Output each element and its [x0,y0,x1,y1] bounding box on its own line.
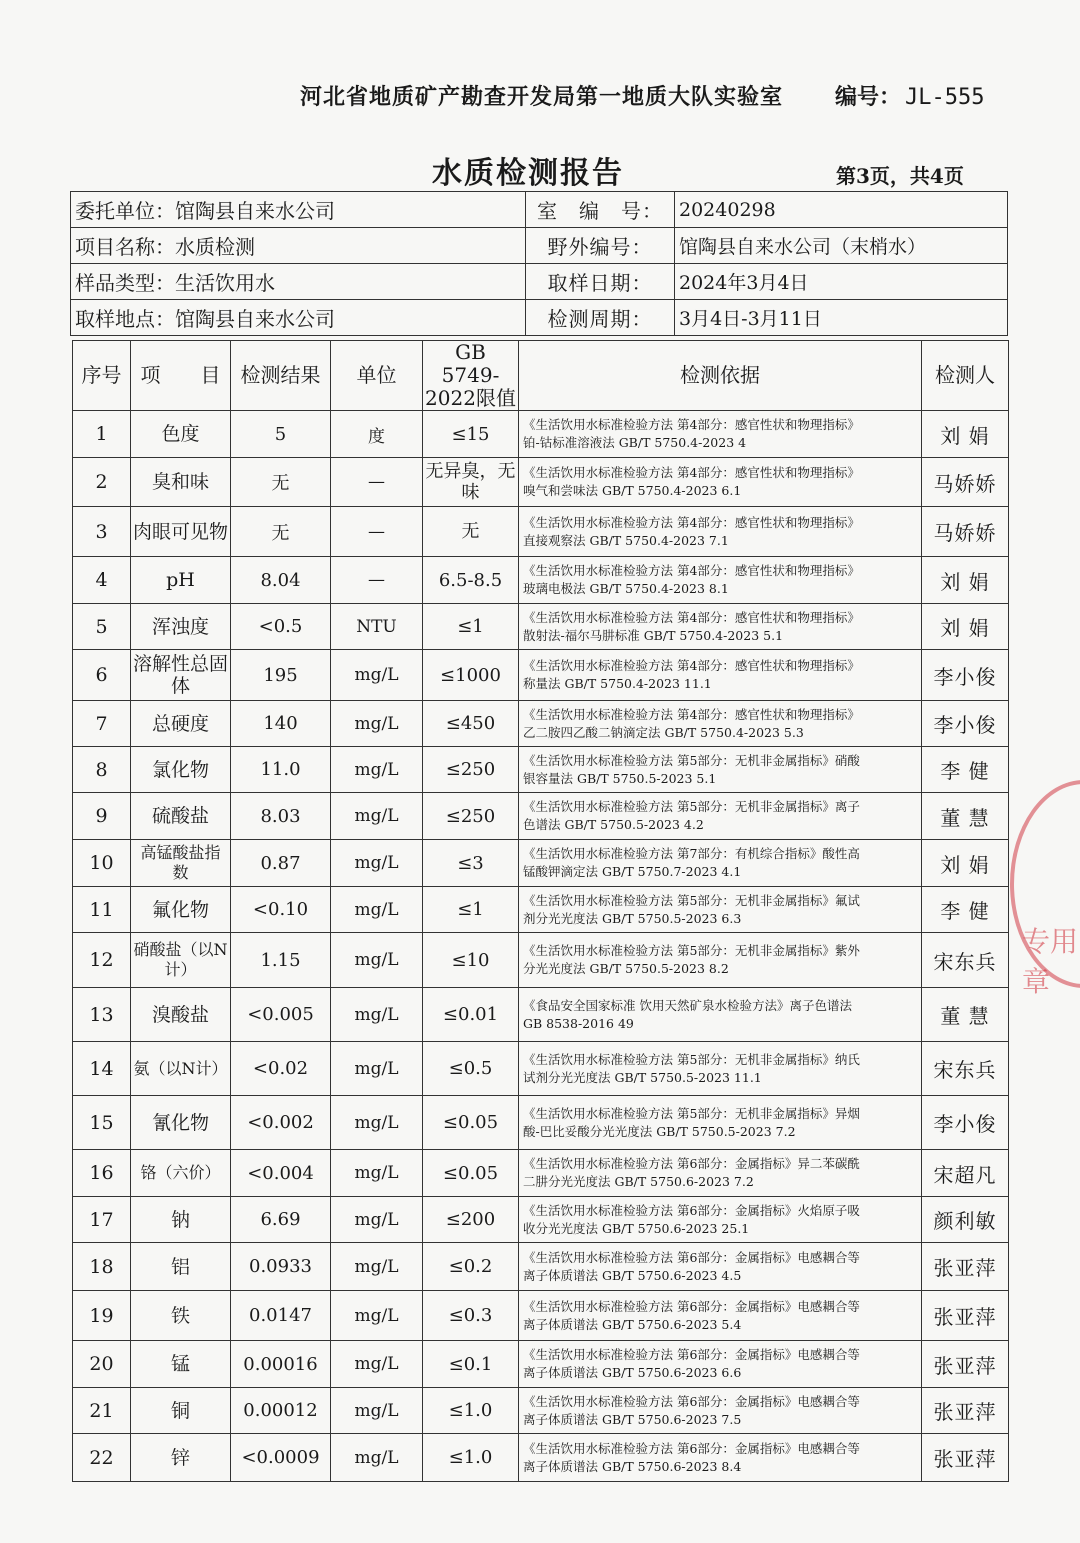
row-basis [519,650,922,701]
row-unit: mg/L [331,747,423,793]
header-unit: 单位 [331,341,423,411]
row-seq: 7 [73,701,131,747]
row-basis [519,604,922,650]
row-item: 总硬度 [131,701,231,747]
info-value-2: 馆陶县自来水公司（末梢水） [675,228,1008,264]
row-basis-line1: 《生活饮用水标准检验方法 第5部分：无机非金属指标》异烟 [523,1105,860,1121]
row-basis-line2: 色谱法 GB/T 5750.5-2023 4.2 [523,817,704,832]
row-item: 铝 [131,1243,231,1291]
info-table [70,191,1008,336]
row-basis-line1: 《生活饮用水标准检验方法 第4部分：感官性状和物理指标》 [523,609,860,625]
row-tester: 刘 娟 [922,411,1009,458]
row-seq: 4 [73,557,131,604]
organization-name: 河北省地质矿产勘查开发局第一地质大队实验室 [300,84,784,110]
row-basis [519,1341,922,1388]
row-basis [519,1096,922,1150]
row-unit: — [331,557,423,604]
row-basis [519,507,922,557]
row-basis [519,1388,922,1434]
row-result: 6.69 [231,1197,331,1243]
info-label-2: 野外编号： [526,228,675,264]
row-seq: 17 [73,1197,131,1243]
row-limit: ≤1.0 [423,1434,519,1482]
info-label-2: 室 编 号： [526,192,675,228]
row-limit: ≤1 [423,604,519,650]
header-item: 项 目 [131,341,231,411]
row-basis-line2: 直接观察法 GB/T 5750.4-2023 7.1 [523,532,729,548]
table-row [73,1291,1009,1341]
row-unit: mg/L [331,1243,423,1291]
table-row [73,1042,1009,1096]
row-limit: 无 [423,507,519,557]
row-unit: 度 [331,411,423,458]
row-seq: 8 [73,747,131,793]
header-limit-line2: 2022限值 [425,386,516,410]
row-limit: ≤0.05 [423,1150,519,1197]
row-basis-line1: 《生活饮用水标准检验方法 第6部分：金属指标》电感耦合等 [523,1347,860,1362]
row-tester: 马娇娇 [922,507,1009,557]
row-basis-line1: 《生活饮用水标准检验方法 第5部分：无机非金属指标》纳氏 [523,1051,860,1067]
row-basis-line1: 《生活饮用水标准检验方法 第5部分：无机非金属指标》紫外 [523,943,860,958]
row-basis-line2: 离子体质谱法 GB/T 5750.6-2023 7.5 [523,1411,742,1427]
row-result: 8.04 [231,557,331,604]
row-basis [519,557,922,604]
row-tester: 张亚萍 [922,1434,1009,1482]
row-item: 硝酸盐（以N计） [131,933,231,988]
row-basis [519,1197,922,1243]
row-unit: mg/L [331,840,423,887]
table-row [73,604,1009,650]
row-seq: 21 [73,1388,131,1434]
table-row [73,933,1009,988]
info-label: 项目名称：水质检测 [71,228,526,264]
header-result: 检测结果 [231,341,331,411]
row-basis-line1: 《生活饮用水标准检验方法 第4部分：感官性状和物理指标》 [523,465,860,480]
row-item: 溴酸盐 [131,988,231,1042]
row-basis-line2: 嗅气和尝味法 GB/T 5750.4-2023 6.1 [523,483,742,498]
row-basis-line2: 铂-钴标准溶液法 GB/T 5750.4-2023 4 [523,435,747,450]
table-row [73,887,1009,933]
row-seq: 20 [73,1341,131,1388]
row-unit: mg/L [331,988,423,1042]
report-number-label: 编号： [835,84,902,110]
table-row [73,1096,1009,1150]
row-limit: ≤0.2 [423,1243,519,1291]
row-basis-line1: 《生活饮用水标准检验方法 第4部分：感官性状和物理指标》 [523,658,860,673]
row-seq: 6 [73,650,131,701]
row-basis [519,1434,922,1482]
row-result: <0.5 [231,604,331,650]
row-basis-line1: 《生活饮用水标准检验方法 第5部分：无机非金属指标》氟试 [523,892,860,908]
info-value-2: 3月4日-3月11日 [675,300,1008,336]
row-item: 锌 [131,1434,231,1482]
info-row [71,264,1008,300]
row-item: 肉眼可见物 [131,507,231,557]
row-basis-line1: 《生活饮用水标准检验方法 第5部分：无机非金属指标》离子 [523,799,860,814]
table-row [73,411,1009,458]
row-limit: ≤3 [423,840,519,887]
row-item: 铬（六价） [131,1150,231,1197]
header-line [0,80,1080,110]
row-item: 硫酸盐 [131,793,231,840]
report-number-value: JL-555 [905,85,985,110]
row-basis-line2: 玻璃电极法 GB/T 5750.4-2023 8.1 [523,581,729,596]
row-basis-line1: 《生活饮用水标准检验方法 第4部分：感官性状和物理指标》 [523,514,860,530]
row-basis-line1: 《生活饮用水标准检验方法 第6部分：金属指标》电感耦合等 [523,1393,860,1409]
row-basis [519,988,922,1042]
row-basis [519,747,922,793]
table-row [73,1150,1009,1197]
table-row [73,988,1009,1042]
row-limit: 无异臭，无味 [423,458,519,507]
row-basis-line1: 《生活饮用水标准检验方法 第6部分：金属指标》火焰原子吸 [523,1202,860,1218]
row-tester: 宋东兵 [922,1042,1009,1096]
row-seq: 18 [73,1243,131,1291]
row-result: 0.00016 [231,1341,331,1388]
row-unit: mg/L [331,1197,423,1243]
row-limit: ≤0.3 [423,1291,519,1341]
row-basis-line1: 《生活饮用水标准检验方法 第6部分：金属指标》电感耦合等 [523,1298,860,1314]
row-unit: mg/L [331,1434,423,1482]
row-basis [519,701,922,747]
row-unit: mg/L [331,1150,423,1197]
row-result: 0.87 [231,840,331,887]
row-basis [519,1150,922,1197]
row-tester: 张亚萍 [922,1388,1009,1434]
row-item: 氰化物 [131,1096,231,1150]
row-item: 色度 [131,411,231,458]
info-label: 取样地点：馆陶县自来水公司 [71,300,526,336]
row-basis [519,1291,922,1341]
row-basis-line2: 银容量法 GB/T 5750.5-2023 5.1 [523,770,717,786]
row-limit: ≤1000 [423,650,519,701]
info-row [71,192,1008,228]
row-tester: 张亚萍 [922,1291,1009,1341]
row-item: 铜 [131,1388,231,1434]
header-seq: 序号 [73,341,131,411]
row-result: 195 [231,650,331,701]
row-unit: mg/L [331,701,423,747]
info-row [71,300,1008,336]
row-seq: 12 [73,933,131,988]
report-number [835,80,985,111]
row-limit: ≤200 [423,1197,519,1243]
row-basis-line2: 离子体质谱法 GB/T 5750.6-2023 8.4 [523,1458,742,1474]
row-tester: 张亚萍 [922,1243,1009,1291]
row-basis-line2: 酸-巴比妥酸分光光度法 GB/T 5750.5-2023 7.2 [523,1123,796,1139]
row-unit: NTU [331,604,423,650]
row-basis-line2: 二肼分光光度法 GB/T 5750.6-2023 7.2 [523,1174,754,1189]
row-result: 0.0147 [231,1291,331,1341]
row-item: 氨（以N计） [131,1042,231,1096]
row-limit: ≤10 [423,933,519,988]
row-tester: 李 健 [922,887,1009,933]
row-seq: 14 [73,1042,131,1096]
row-seq: 3 [73,507,131,557]
row-basis [519,793,922,840]
row-limit: ≤15 [423,411,519,458]
table-row [73,458,1009,507]
row-unit: mg/L [331,650,423,701]
row-item: 氯化物 [131,747,231,793]
row-tester: 刘 娟 [922,840,1009,887]
row-unit: — [331,458,423,507]
row-item: 氟化物 [131,887,231,933]
row-tester: 李 健 [922,747,1009,793]
table-row [73,1388,1009,1434]
row-basis-line1: 《食品安全国家标准 饮用天然矿泉水检验方法》离子色谱法 [523,997,852,1013]
seal-text: 专用章 [1022,925,1079,998]
table-row [73,793,1009,840]
row-seq: 1 [73,411,131,458]
row-unit: mg/L [331,1042,423,1096]
table-row [73,1243,1009,1291]
row-tester: 马娇娇 [922,458,1009,507]
row-basis-line2: 离子体质谱法 GB/T 5750.6-2023 6.6 [523,1365,742,1380]
table-row [73,840,1009,887]
results-table [72,340,1009,1482]
table-row [73,1197,1009,1243]
row-tester: 李小俊 [922,650,1009,701]
row-item: 浑浊度 [131,604,231,650]
row-tester: 李小俊 [922,701,1009,747]
info-label-2: 检测周期： [526,300,675,336]
row-basis-line2: 试剂分光光度法 GB/T 5750.5-2023 11.1 [523,1069,762,1085]
row-limit: ≤450 [423,701,519,747]
info-row [71,228,1008,264]
row-item: 高锰酸盐指数 [131,840,231,887]
row-tester: 李小俊 [922,1096,1009,1150]
header-limit [423,341,519,411]
row-unit: mg/L [331,793,423,840]
table-row [73,1434,1009,1482]
row-limit: ≤0.1 [423,1341,519,1388]
page-info: 第3页，共4页 [836,164,964,188]
info-value-2: 2024年3月4日 [675,264,1008,300]
row-seq: 16 [73,1150,131,1197]
row-basis-line2: 分光光度法 GB/T 5750.5-2023 8.2 [523,961,729,976]
row-basis [519,887,922,933]
row-basis-line1: 《生活饮用水标准检验方法 第4部分：感官性状和物理指标》 [523,563,860,578]
row-basis [519,1243,922,1291]
row-item: 钠 [131,1197,231,1243]
row-basis-line2: 散射法-福尔马肼标准 GB/T 5750.4-2023 5.1 [523,627,784,643]
row-limit: ≤0.05 [423,1096,519,1150]
row-result: 无 [231,507,331,557]
table-row [73,1341,1009,1388]
row-limit: ≤250 [423,793,519,840]
info-label-2: 取样日期： [526,264,675,300]
row-seq: 13 [73,988,131,1042]
row-seq: 15 [73,1096,131,1150]
row-seq: 2 [73,458,131,507]
header-limit-line1: GB 5749- [441,340,500,387]
row-tester: 刘 娟 [922,557,1009,604]
row-tester: 宋超凡 [922,1150,1009,1197]
row-unit: mg/L [331,1291,423,1341]
row-result: 8.03 [231,793,331,840]
row-limit: ≤0.01 [423,988,519,1042]
row-basis [519,411,922,458]
info-label: 样品类型：生活饮用水 [71,264,526,300]
row-seq: 5 [73,604,131,650]
row-result: <0.002 [231,1096,331,1150]
row-item: 溶解性总固体 [131,650,231,701]
row-result: <0.0009 [231,1434,331,1482]
row-tester: 董 慧 [922,793,1009,840]
row-basis-line1: 《生活饮用水标准检验方法 第4部分：感官性状和物理指标》 [523,706,860,722]
table-header-row [73,341,1009,411]
row-tester: 张亚萍 [922,1341,1009,1388]
row-basis-line2: 离子体质谱法 GB/T 5750.6-2023 5.4 [523,1316,742,1332]
table-row [73,507,1009,557]
row-basis [519,458,922,507]
header-basis: 检测依据 [519,341,922,411]
row-unit: mg/L [331,1096,423,1150]
row-unit: mg/L [331,887,423,933]
table-row [73,650,1009,701]
row-limit: ≤1 [423,887,519,933]
table-row [73,747,1009,793]
row-unit: mg/L [331,933,423,988]
row-seq: 19 [73,1291,131,1341]
row-basis-line2: 锰酸钾滴定法 GB/T 5750.7-2023 4.1 [523,864,742,879]
row-unit: — [331,507,423,557]
row-result: 1.15 [231,933,331,988]
row-item: 锰 [131,1341,231,1388]
row-seq: 9 [73,793,131,840]
row-basis-line2: 称量法 GB/T 5750.4-2023 11.1 [523,676,712,691]
row-seq: 22 [73,1434,131,1482]
row-result: <0.005 [231,988,331,1042]
row-result: 5 [231,411,331,458]
row-basis-line1: 《生活饮用水标准检验方法 第5部分：无机非金属指标》硝酸 [523,752,860,768]
row-result: 11.0 [231,747,331,793]
row-seq: 10 [73,840,131,887]
row-basis-line2: 离子体质谱法 GB/T 5750.6-2023 4.5 [523,1267,742,1283]
row-limit: ≤1.0 [423,1388,519,1434]
row-tester: 刘 娟 [922,604,1009,650]
row-basis-line1: 《生活饮用水标准检验方法 第7部分：有机综合指标》酸性高 [523,846,860,861]
row-item: pH [131,557,231,604]
info-value-2: 20240298 [675,192,1008,228]
row-result: 无 [231,458,331,507]
table-row [73,557,1009,604]
row-result: 0.0933 [231,1243,331,1291]
table-row [73,701,1009,747]
row-limit: ≤250 [423,747,519,793]
row-limit: 6.5-8.5 [423,557,519,604]
row-result: <0.004 [231,1150,331,1197]
row-limit: ≤0.5 [423,1042,519,1096]
row-tester: 宋东兵 [922,933,1009,988]
info-label: 委托单位：馆陶县自来水公司 [71,192,526,228]
row-basis [519,1042,922,1096]
row-basis [519,840,922,887]
row-basis [519,933,922,988]
row-item: 臭和味 [131,458,231,507]
row-item: 铁 [131,1291,231,1341]
header-tester: 检测人 [922,341,1009,411]
row-result: <0.02 [231,1042,331,1096]
row-basis-line1: 《生活饮用水标准检验方法 第6部分：金属指标》电感耦合等 [523,1440,860,1456]
row-basis-line1: 《生活饮用水标准检验方法 第4部分：感官性状和物理指标》 [523,417,860,432]
row-basis-line2: 乙二胺四乙酸二钠滴定法 GB/T 5750.4-2023 5.3 [523,724,804,740]
row-unit: mg/L [331,1341,423,1388]
row-basis-line2: 收分光光度法 GB/T 5750.6-2023 25.1 [523,1220,750,1236]
row-basis-line2: 剂分光光度法 GB/T 5750.5-2023 6.3 [523,910,742,926]
row-tester: 颜利敏 [922,1197,1009,1243]
row-unit: mg/L [331,1388,423,1434]
row-basis-line1: 《生活饮用水标准检验方法 第6部分：金属指标》异二苯碳酰 [523,1156,860,1171]
row-result: 0.00012 [231,1388,331,1434]
row-result: <0.10 [231,887,331,933]
row-basis-line2: GB 8538-2016 49 [523,1015,634,1031]
row-basis-line1: 《生活饮用水标准检验方法 第6部分：金属指标》电感耦合等 [523,1249,860,1265]
report-title: 水质检测报告 [432,156,624,191]
row-result: 140 [231,701,331,747]
row-tester: 董 慧 [922,988,1009,1042]
row-seq: 11 [73,887,131,933]
